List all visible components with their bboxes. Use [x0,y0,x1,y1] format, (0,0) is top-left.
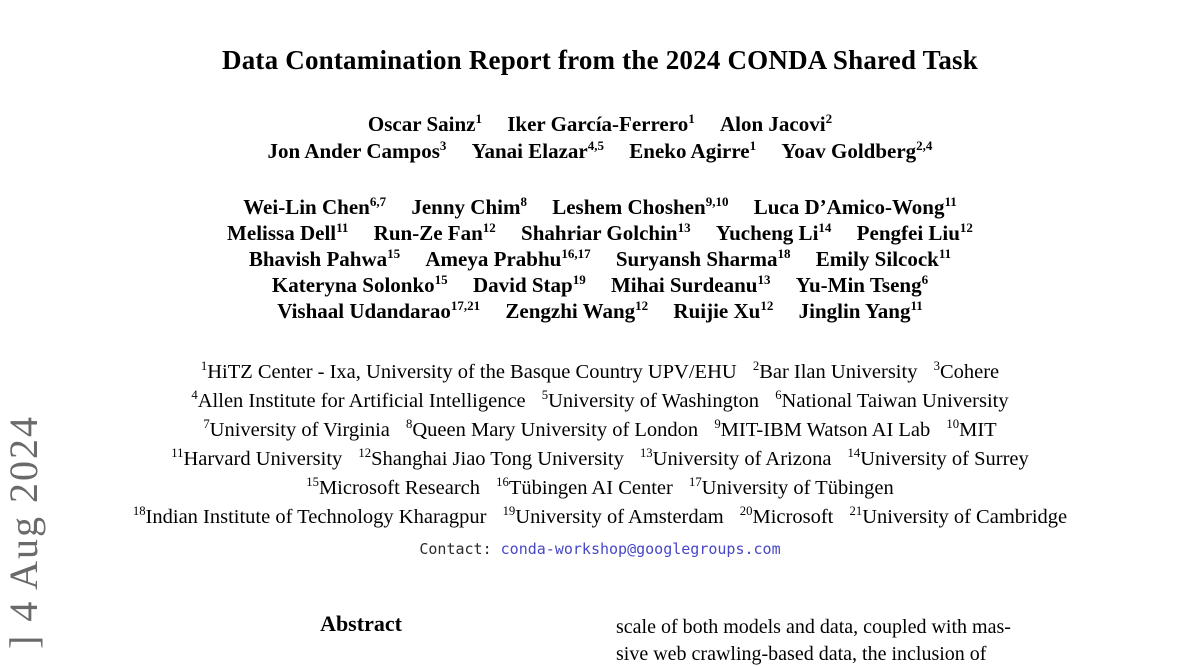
affiliation-number: 10 [946,417,960,432]
affiliation-name: Cohere [939,361,1000,383]
affiliation-name: University of Arizona [652,448,832,470]
author-affiliation-superscript: 1 [688,111,695,126]
author-name [473,273,586,297]
affiliation-item [306,477,480,499]
author-affiliation-superscript: 6 [921,272,929,287]
author-line [0,111,1200,138]
affiliation-name: University of Cambridge [862,506,1068,528]
author-name-text: Melissa Dell [227,221,337,245]
author-name-text: Ameya Prabhu [425,247,562,271]
affiliation-line [0,503,1200,532]
affiliation-line [0,474,1200,503]
affiliation-number: 7 [203,417,210,432]
author-name [368,112,482,136]
author-name-text: Yucheng Li [715,221,819,245]
author-affiliation-superscript: 16,17 [561,246,591,261]
abstract-heading: Abstract [320,611,402,636]
affiliation-item [191,390,525,412]
author-affiliation-superscript: 15 [434,272,448,287]
author-name [227,221,348,245]
affiliation-item [542,390,759,412]
author-affiliation-superscript: 12 [635,298,649,313]
affiliation-line [0,387,1200,416]
affiliation-number: 12 [358,446,372,461]
affiliation-name: Bar Ilan University [759,361,918,383]
affiliation-name: MIT-IBM Watson AI Lab [720,419,931,441]
affiliation-item [848,448,1029,470]
author-affiliation-superscript: 14 [818,220,832,235]
author-name [796,273,928,297]
author-affiliation-superscript: 2 [825,111,833,126]
affiliation-item [775,390,1008,412]
affiliation-item [358,448,623,470]
author-affiliation-superscript: 11 [910,298,923,313]
affiliation-item [171,448,342,470]
author-name [507,112,694,136]
affiliation-name: Tübingen AI Center [508,477,673,499]
affiliation-number: 4 [191,388,198,403]
author-name [611,273,770,297]
affiliation-name: Microsoft [752,506,834,528]
affiliation-item [201,361,737,383]
affiliation-name: University of Virginia [209,419,390,441]
author-affiliation-superscript: 3 [439,138,447,153]
affiliation-name: University of Amsterdam [515,506,724,528]
author-name [249,247,400,271]
body-text-line: sive web crawling-based data, the inclusion of [616,643,987,665]
affiliation-number: 17 [688,475,702,490]
author-line [0,220,1200,246]
contact-email-link[interactable]: conda-workshop@googlegroups.com [500,540,781,558]
author-affiliation-superscript: 1 [475,111,482,126]
author-line [0,138,1200,165]
author-affiliation-superscript: 2,4 [916,138,933,153]
affiliation-item [406,419,698,441]
affiliation-name: Harvard University [183,448,343,470]
author-name-text: Oscar Sainz [367,112,476,136]
author-name [781,139,932,163]
author-name-text: Shahriar Golchin [521,221,678,245]
affiliation-name: MIT [959,419,997,441]
author-name [268,139,447,163]
affiliation-item [714,419,930,441]
author-affiliation-superscript: 13 [677,220,691,235]
author-name-text: Jon Ander Campos [267,139,440,163]
author-affiliation-superscript: 6,7 [369,194,387,209]
author-name [411,195,527,219]
author-name [720,112,832,136]
affiliation-item [849,506,1067,528]
affiliation-name: Allen Institute for Artificial Intelligence [197,390,526,412]
affiliation-number: 15 [306,475,319,490]
affiliation-item [946,419,996,441]
author-affiliation-superscript: 8 [520,194,527,209]
affiliation-line [0,416,1200,445]
author-affiliation-superscript: 11 [336,220,349,235]
author-name [243,195,386,219]
author-affiliation-superscript: 15 [387,246,401,261]
author-affiliation-superscript: 12 [959,220,973,235]
affiliation-number: 1 [200,359,208,374]
affiliations-block [0,358,1200,532]
author-name-text: Ruijie Xu [673,299,761,323]
affiliation-item [640,448,831,470]
author-affiliation-superscript: 1 [749,138,757,153]
affiliation-item [203,419,390,441]
author-name [716,221,832,245]
author-name-text: Emily Silcock [815,247,939,271]
body-text-line: scale of both models and data, coupled with mas- [616,616,1011,638]
author-name [629,139,756,163]
author-name-text: Iker García-Ferrero [507,112,689,136]
affiliation-number: 19 [502,504,516,519]
affiliation-name: Microsoft Research [318,477,481,499]
author-name-text: Kateryna Solonko [271,273,435,297]
author-name [425,247,590,271]
author-name [616,247,791,271]
author-affiliation-superscript: 17,21 [450,298,481,313]
affiliation-name: University of Washington [548,390,760,412]
author-affiliation-superscript: 11 [938,246,952,261]
author-name-text: Yu-Min Tseng [795,273,922,297]
affiliation-number: 14 [847,446,861,461]
author-name [472,139,604,163]
author-name-text: David Stap [472,273,573,297]
author-name-text: Bhavish Pahwa [248,247,388,271]
affiliation-item [753,361,918,383]
affiliation-number: 2 [752,359,760,374]
affiliation-number: 20 [739,504,753,519]
affiliation-number: 3 [933,359,940,374]
affiliation-name: HiTZ Center - Ixa, University of the Basque Country UPV/EHU [207,361,737,383]
author-name-text: Eneko Agirre [629,139,750,163]
affiliation-item [934,361,1000,383]
author-name-text: Alon Jacovi [719,112,826,136]
affiliation-name: University of Surrey [860,448,1029,470]
affiliation-number: 9 [714,417,721,432]
affiliation-item [496,477,673,499]
affiliation-line [0,445,1200,474]
author-affiliation-superscript: 12 [760,298,774,313]
affiliation-line [0,358,1200,387]
author-line [0,194,1200,220]
author-name-text: Zengzhi Wang [505,299,636,323]
affiliation-number: 13 [639,446,653,461]
affiliation-number: 21 [849,504,863,519]
author-line [0,272,1200,298]
arxiv-watermark-date: ] 4 Aug 2024 [1,415,46,649]
author-name-text: Mihai Surdeanu [610,273,758,297]
paper-title: Data Contamination Report from the 2024 CONDA Shared Task [222,45,978,75]
contact-line [0,540,1200,558]
intro-text-column [616,614,1094,668]
contact-label: Contact: [419,540,501,558]
author-name [277,299,480,323]
author-name-text: Jinglin Yang [798,299,911,323]
author-affiliation-superscript: 12 [482,220,496,235]
affiliation-number: 8 [406,417,413,432]
author-name [673,299,773,323]
affiliation-name: Queen Mary University of London [412,419,699,441]
affiliation-number: 5 [541,388,549,403]
affiliation-number: 11 [171,446,184,461]
affiliation-item [740,506,834,528]
author-name-text: Run-Ze Fan [373,221,483,245]
author-name-text: Wei-Lin Chen [243,195,370,219]
author-affiliation-superscript: 9,10 [705,194,729,209]
author-name [521,221,691,245]
affiliation-item [689,477,894,499]
affiliation-name: University of Tübingen [701,477,894,499]
author-line [0,298,1200,324]
abstract-column [122,611,600,637]
author-name-text: Pengfei Liu [856,221,960,245]
affiliation-number: 6 [775,388,782,403]
affiliation-item [133,506,487,528]
author-name [505,299,648,323]
author-affiliation-superscript: 4,5 [587,138,605,153]
author-affiliation-superscript: 11 [944,194,957,209]
author-name [552,195,728,219]
author-block-1 [0,111,1200,165]
author-name-text: Luca D’Amico-Wong [753,195,945,219]
author-name-text: Jenny Chim [411,195,521,219]
author-affiliation-superscript: 18 [777,246,791,261]
author-name-text: Leshem Choshen [552,195,706,219]
author-name [816,247,951,271]
affiliation-number: 18 [132,504,146,519]
author-name-text: Yoav Goldberg [781,139,917,163]
affiliation-name: Shanghai Jiao Tong University [371,448,624,470]
affiliation-name: Indian Institute of Technology Kharagpur [145,506,487,528]
author-name-text: Yanai Elazar [471,139,588,163]
author-name [799,299,923,323]
author-line [0,246,1200,272]
author-name-text: Vishaal Udandarao [277,299,451,323]
affiliation-name: National Taiwan University [781,390,1009,412]
author-name [754,195,957,219]
author-name [857,221,973,245]
author-name-text: Suryansh Sharma [615,247,778,271]
affiliation-number: 16 [496,475,509,490]
author-affiliation-superscript: 13 [757,272,771,287]
author-name [374,221,496,245]
affiliation-item [503,506,724,528]
author-name [272,273,448,297]
author-block-2 [0,194,1200,324]
author-affiliation-superscript: 19 [572,272,586,287]
